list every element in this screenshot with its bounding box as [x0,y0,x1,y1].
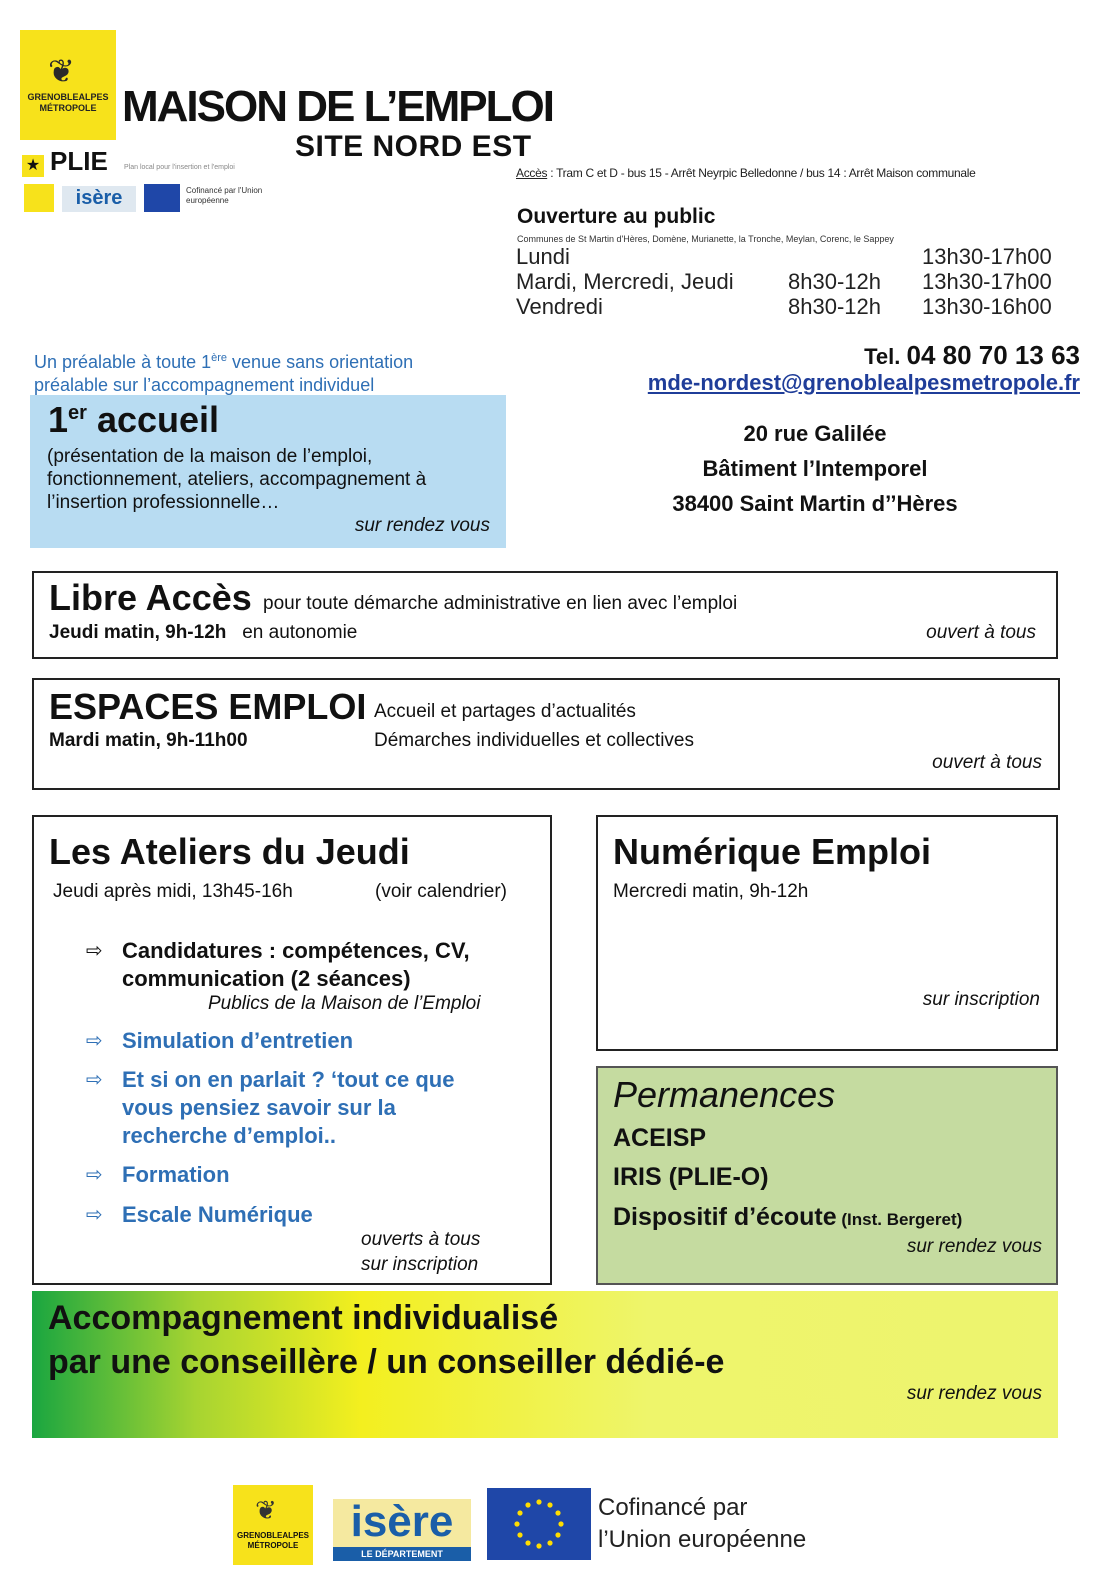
libre-acces-mode: en autonomie [242,622,358,643]
arrow-right-icon: ⇨ [86,940,103,962]
eu-mini-text: Cofinancé par l'Union européenne [186,186,263,205]
ateliers-signup: sur inscription [361,1254,479,1275]
espaces-emploi-desc2: Démarches individuelles et collectives [374,730,694,751]
libre-acces-box [32,571,1058,659]
permanence-ecoute-label: Dispositif d’écoute [613,1203,837,1231]
page-subtitle: SITE NORD EST [295,130,532,163]
hours-morning: 8h30-12h [788,294,881,319]
metropole-logo-text: GRENOBLEALPES MÉTROPOLE [27,92,109,113]
permanence-aceisp: ACEISP [613,1124,707,1152]
footer-eu-line2: l’Union européenne [598,1526,807,1553]
page-title: MAISON DE L’EMPLOI [122,82,553,131]
access-info [516,166,976,180]
atelier-item3-line2: vous pensiez savoir sur la [122,1095,396,1120]
accompagnement-line1: Accompagnement individualisé [48,1299,559,1337]
plie-label: PLIE [50,146,108,176]
footer-metropole-logo [233,1485,313,1565]
opening-title: Ouverture au public [517,205,716,228]
metropole-mini-logo [24,184,54,212]
numerique-emploi-schedule: Mercredi matin, 9h-12h [613,881,809,902]
hours-morning [788,244,922,269]
espaces-emploi-schedule: Mardi matin, 9h-11h00 [49,730,248,751]
libre-acces-open: ouvert à tous [926,622,1036,643]
atelier-item5: Escale Numérique [122,1202,313,1227]
libre-acces-desc: pour toute démarche administrative en lien avec l’emploi [263,593,738,614]
ateliers-calendar: (voir calendrier) [375,881,507,902]
first-welcome-desc: (présentation de la maison de l’emploi, fonctionnement, ateliers, accompagnement à l’insertion professionnelle… [47,446,427,513]
espaces-emploi-box [32,678,1060,790]
espaces-emploi-desc1: Accueil et partages d’actualités [374,701,636,722]
footer-metropole-text: GRENOBLEALPES MÉTROPOLE [236,1531,309,1550]
access-label: Accès [516,166,548,180]
hours-afternoon: 13h30-17h00 [922,269,1052,294]
permanence-ecoute-note: (Inst. Bergeret) [836,1210,963,1229]
address-line2: Bâtiment l’Intemporel [702,456,928,481]
metropole-logo [20,30,116,140]
ateliers-box [32,815,552,1285]
permanences-box [596,1066,1058,1285]
numerique-emploi-title: Numérique Emploi [613,831,932,872]
footer-eu-text [598,1492,806,1556]
libre-acces-title: Libre Accès [49,577,252,618]
eu-flag-icon [487,1488,591,1560]
footer-isere-logo [333,1499,471,1561]
isere-mini-logo: isère [62,186,136,212]
atelier-item1-line1: Candidatures : compétences, CV, [122,938,470,963]
numerique-emploi-box [596,815,1058,1051]
leaf-icon: ❦ [255,1495,277,1525]
first-welcome-rest: accueil [86,399,220,440]
accompagnement-rdv: sur rendez vous [906,1383,1042,1404]
phone[interactable] [864,340,1080,371]
atelier-item1-line2: communication (2 séances) [122,966,411,991]
first-welcome-box [30,395,506,548]
ateliers-schedule: Jeudi après midi, 13h45-16h [53,881,293,902]
accompagnement-banner [32,1291,1058,1438]
permanence-ecoute [613,1203,962,1232]
hours-morning: 8h30-12h [788,269,881,294]
phone-label: Tel. [864,344,901,369]
hours-day: Mardi, Mercredi, Jeudi [516,269,734,294]
plie-logo [22,146,108,177]
arrow-right-icon: ⇨ [86,1030,103,1052]
libre-acces-time: Jeudi matin, 9h-12h [49,622,227,643]
hours-afternoon: 13h30-16h00 [922,294,1052,319]
opening-hours [516,244,1052,319]
prerequisite-line1b: venue sans orientation [227,352,414,372]
arrow-right-icon: ⇨ [86,1204,103,1226]
plie-tagline: Plan local pour l'insertion et l'emploi [124,164,235,171]
prerequisite-note [34,347,413,397]
atelier-item-text [122,937,470,993]
atelier-item4: Formation [122,1162,230,1187]
arrow-right-icon: ⇨ [86,1164,103,1186]
prerequisite-line2: préalable sur l’accompagnement individuel [34,375,375,395]
atelier-item1-public: Publics de la Maison de l’Emploi [208,993,481,1014]
first-welcome-title [48,399,219,441]
hours-day: Lundi [516,244,570,269]
email-link[interactable]: mde-nordest@grenoblealpesmetropole.fr [647,370,1080,395]
address-line1: 20 rue Galilée [743,421,887,446]
hours-row [516,294,1052,319]
footer-eu-line1: Cofinancé par [598,1494,748,1521]
communes-list: Communes de St Martin d'Hères, Domène, Murianette, la Tronche, Meylan, Corenc, le Sappey [517,234,894,244]
address [600,416,1030,521]
hours-day: Vendredi [516,294,603,319]
atelier-item3-line3: recherche d’emploi.. [122,1123,336,1148]
footer-isere-word: isère [333,1499,471,1547]
eu-flag-mini-icon [144,184,180,212]
atelier-item2: Simulation d’entretien [122,1028,354,1053]
numerique-emploi-signup: sur inscription [922,989,1040,1010]
hours-afternoon: 13h30-17h00 [922,244,1052,269]
atelier-item-text [122,1066,454,1150]
first-welcome-sup: er [68,402,87,424]
permanences-title: Permanences [613,1074,836,1115]
arrow-right-icon: ⇨ [86,1069,103,1091]
footer-isere-sub: LE DÉPARTEMENT [333,1547,471,1561]
hours-row [516,244,1052,269]
ateliers-title: Les Ateliers du Jeudi [49,831,410,872]
hours-row [516,269,1052,294]
first-welcome-num: 1 [48,399,69,440]
espaces-emploi-open: ouvert à tous [932,752,1042,773]
libre-acces-schedule [49,622,357,644]
star-icon: ★ [22,155,44,177]
accompagnement-line2: par une conseillère / un conseiller dédié-e [48,1343,725,1381]
access-text: : Tram C et D - bus 15 - Arrêt Neyrpic Belledonne / bus 14 : Arrêt Maison communale [547,166,976,180]
leaf-icon: ❦ [48,53,75,89]
phone-number[interactable]: 04 80 70 13 63 [906,340,1080,370]
prerequisite-sup: ère [211,352,228,364]
prerequisite-line1a: Un préalable à toute 1 [34,352,212,372]
permanence-iris: IRIS (PLIE-O) [613,1163,769,1191]
ateliers-open: ouverts à tous [361,1229,481,1250]
first-welcome-rdv: sur rendez vous [354,515,490,536]
eu-stars-icon [487,1488,591,1560]
espaces-emploi-title: ESPACES EMPLOI [49,686,367,727]
atelier-item3-line1: Et si on en parlait ? ‘tout ce que [122,1067,455,1092]
address-line3: 38400 Saint Martin d’’Hères [672,491,958,516]
permanences-rdv: sur rendez vous [906,1236,1042,1257]
